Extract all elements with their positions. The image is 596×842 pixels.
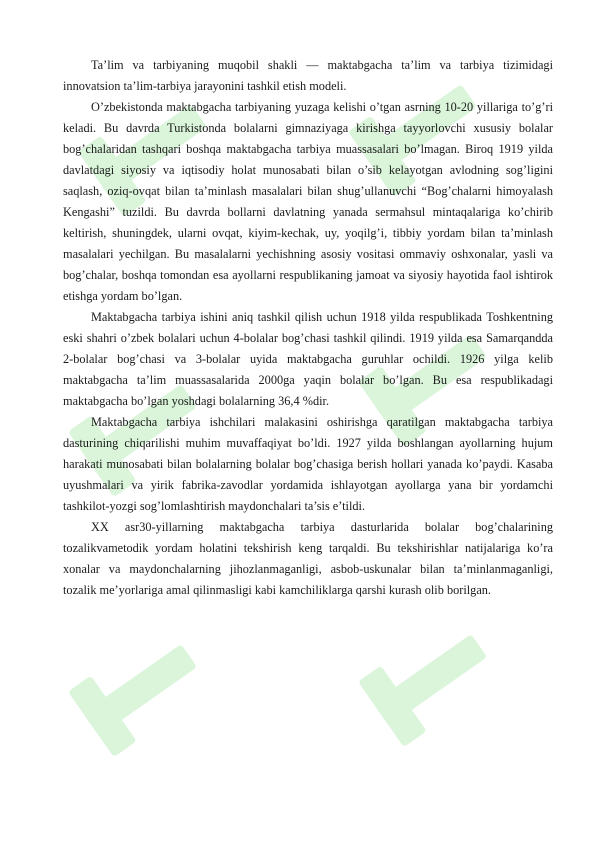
document-body: [63, 55, 553, 601]
paragraph-5: XX asr30-yillarning maktabgacha tarbiya dasturlarida bolalar bog’chalarining tozalikvametodik yordam holatini tekshirish keng tarqaldi. Bu tekshirishlar natijalariga ko’ra xonalar va maydonchalarning jihozlanmaganligi, asbob-uskunalar bilan ta’minlanmaganligi, tozalik me’yorlariga amal qilinmasligi kabi kamchiliklarga qarshi kurash olib borilgan.: [63, 520, 553, 597]
paragraph-4: Maktabgacha tarbiya ishchilari malakasini oshirishga qaratilgan maktabgacha tarbiya dasturining chiqarilishi muhim muvaffaqiyat bo’ldi. 1927 yilda boshlangan ayollarning hujum harakati munosabati bilan bolalarning bolalar bog’chasiga berish hollari yanada ko’paydi. Kasaba uyushmalari va yirik fabrika-zavodlar yordamida ishlayotgan ayollarga yana bir yordamchi tashkilot-yozgi sog’lomlashtirish maydonchalari ta’sis e’tildi.: [63, 415, 553, 513]
paragraph-3: Maktabgacha tarbiya ishini aniq tashkil qilish uchun 1918 yilda respublikada Toshkentning eski shahri o’zbek bolalari uchun 4-bolalar bog’chasi tashkil qilindi. 1919 yilda esa Samarqandda 2-bolalar bog’chasi va 3-bolalar uyida maktabgacha guruhlar ochildi. 1926 yilga kelib maktabgacha ta’lim muassasalarida 2000ga yaqin bolalar bo’lgan. Bu esa respublikadagi maktabgacha bo’lgan yoshdagi bolalarning 36,4 %dir.: [63, 310, 553, 408]
paragraph-1: Ta’lim va tarbiyaning muqobil shakli — maktabgacha ta’lim va tarbiya tizimidagi innovatsion ta’lim-tarbiya jarayonini tashkil etish modeli.: [63, 58, 553, 93]
paragraph-2: O’zbekistonda maktabgacha tarbiyaning yuzaga kelishi o’tgan asrning 10-20 yillariga to’g’ri keladi. Bu davrda Turkistonda bolalarni gimnaziyaga kirishga tayyorlovchi xususiy bolalar bog’chalaridan tashqari boshqa maktabgacha tarbiya muassasalari bo’lmagan. Biroq 1919 yilda davlatdagi siyosiy va iqtisodiy holat munosabati bilan o’sib kelayotgan avlodning sog’ligini saqlash, oziq-ovqat bilan ta’minlash masalalari bilan shug’ullanuvchi “Bog’chalarni himoyalash Kengashi” tuzildi. Bu davrda bollarni davlatning yanada sermahsul mintaqalariga ko’chirib keltirish, shuningdek, ularni ovqat, kiyim-kechak, uy, yoqilg’i, tibbiy yordam bilan ta’minlash masalalari yechilgan. Bu masalalarni yechishning asosiy vositasi ommaviy oshxonalar, yasli va bog’chalar, boshqa tomondan esa ayollarni respublikaning jamoat va siyosiy hayotida faol ishtirok etishga yordam bo’lgan.: [63, 100, 553, 303]
